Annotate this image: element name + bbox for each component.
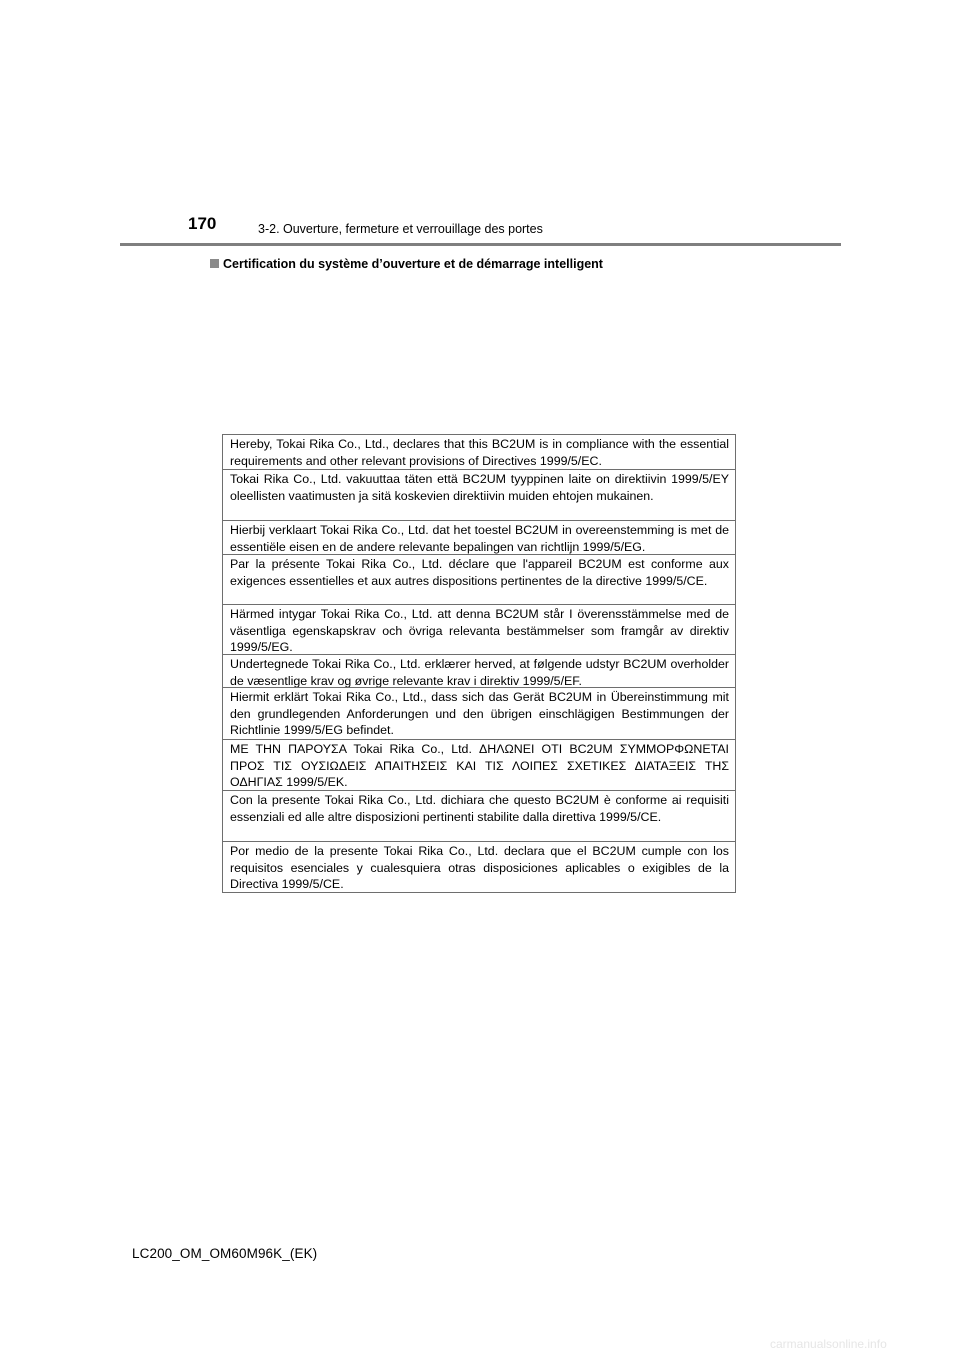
declaration-french: Par la présente Tokai Rika Co., Ltd. déclare que l'appareil BC2UM est conforme aux exigences essentielles et aux autres dispositions pertinentes de la directive 1999/5/CE. [223,554,735,604]
declaration-danish: Undertegnede Tokai Rika Co., Ltd. erklærer herved, at følgende udstyr BC2UM overholder de væsentlige krav og øvrige relevante krav i direktiv 1999/5/EF. [223,654,735,687]
page-number: 170 [188,214,217,233]
declaration-dutch: Hierbij verklaart Tokai Rika Co., Ltd. dat het toestel BC2UM in overeenstemming is met de essentiële eisen en de andere relevante bepalingen van richtlijn 1999/5/EG. [223,520,735,554]
subsection-title: Certification du système d’ouverture et de démarrage intelligent [223,257,603,271]
section-title: 3-2. Ouverture, fermeture et verrouillage des portes [258,222,543,236]
watermark: carmanualsonline.info [770,1337,887,1351]
declaration-finnish: Tokai Rika Co., Ltd. vakuuttaa täten että BC2UM tyyppinen laite on direktiivin 1999/5/EY oleellisten vaatimusten ja sitä koskevien direktiivin muiden ehtojen mukainen. [223,469,735,520]
header-divider [120,243,841,246]
certification-table [222,434,736,893]
declaration-spanish: Por medio de la presente Tokai Rika Co., Ltd. declara que el BC2UM cumple con los requisitos esenciales y cualesquiera otras disposiciones aplicables o exigibles de la Directiva 1999/5/CE. [223,841,735,892]
document-code: LC200_OM_OM60M96K_(EK) [132,1246,318,1261]
declaration-english: Hereby, Tokai Rika Co., Ltd., declares that this BC2UM is in compliance with the essential requirements and other relevant provisions of Directives 1999/5/EC. [230,437,729,468]
declaration-greek: ΜΕ ΤΗΝ ΠΑΡΟΥΣΑ Tokai Rika Co., Ltd. ΔΗΛΩΝΕΙ ΟΤΙ BC2UM ΣΥΜΜΟΡΦΩΝΕΤΑΙ ΠΡΟΣ ΤΙΣ ΟΥΣΙΩΔΕΙΣ ΑΠΑΙΤΗΣΕΙΣ ΚΑΙ ΤΙΣ ΛΟΙΠΕΣ ΣΧΕΤΙΚΕΣ ΔΙΑΤΑΞΕΙΣ ΤΗΣ ΟΔΗΓΙΑΣ 1999/5/ΕΚ. [223,739,735,790]
declaration-german: Hiermit erklärt Tokai Rika Co., Ltd., dass sich das Gerät BC2UM in Übereinstimmung mit den grundlegenden Anforderungen und den übrigen einschlägigen Bestimmungen der Richtlinie 1999/5/EG befindet. [223,687,735,739]
declaration-italian: Con la presente Tokai Rika Co., Ltd. dichiara che questo BC2UM è conforme ai requisiti essenziali ed alle altre disposizioni pertinenti stabilite dalla direttiva 1999/5/CE. [223,790,735,841]
subsection-heading [210,256,603,272]
declaration-swedish: Härmed intygar Tokai Rika Co., Ltd. att denna BC2UM står I överensstämmelse med de väsentliga egenskapskrav och övriga relevanta bestämmelser som framgår av direktiv 1999/5/EG. [223,604,735,654]
square-bullet-icon [210,259,219,268]
